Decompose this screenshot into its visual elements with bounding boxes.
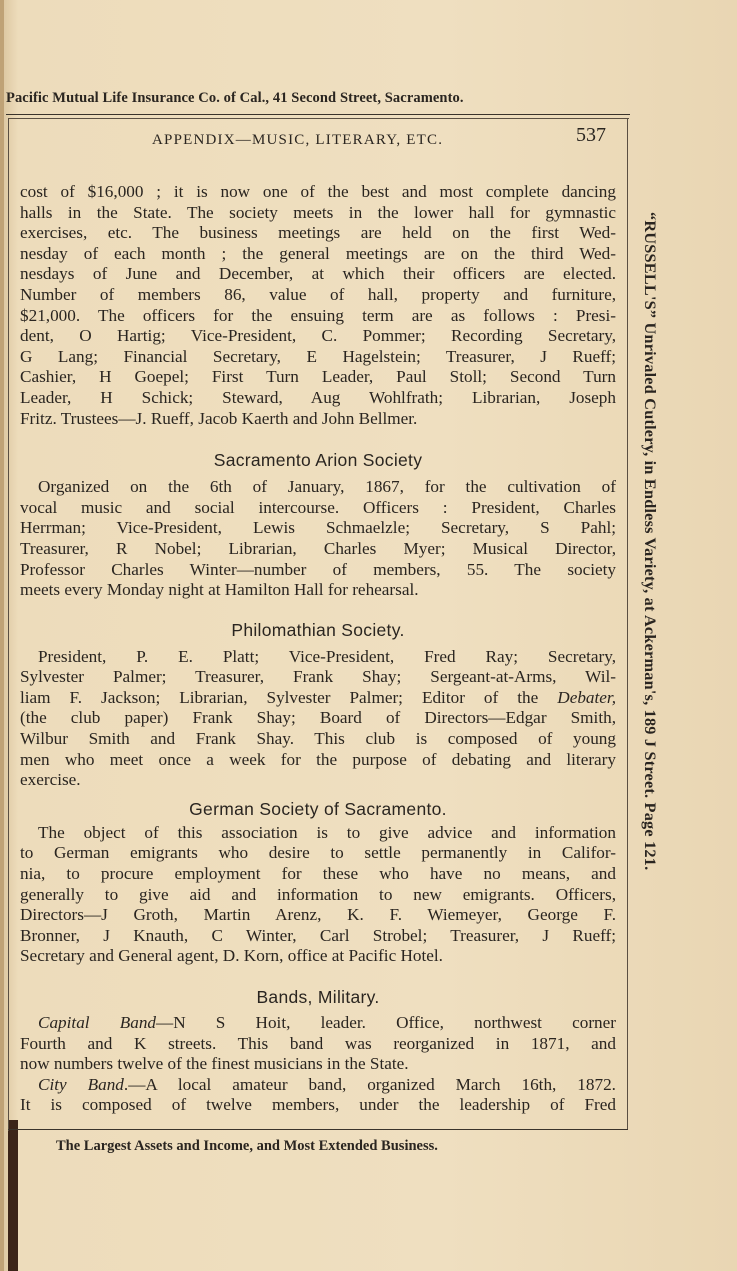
capital-band-name: Capital Band: [38, 1013, 157, 1032]
german-line: generally to give aid and information to new emigrants. Officers,: [20, 884, 616, 904]
bands-military-heading: Bands, Military.: [256, 987, 380, 1007]
intro-line: Number of members 86, value of hall, property and furniture,: [20, 284, 616, 304]
german-line: to German emigrants who desire to settle permanently in Califor-: [20, 843, 616, 863]
philomathian-line: Sylvester Palmer; Treasurer, Frank Shay; Sergeant-at-Arms, Wil-: [20, 667, 616, 687]
intro-line: $21,000. The officers for the ensuing term are as follows : Presi-: [20, 305, 616, 325]
german-line: Directors—J Groth, Martin Arenz, K. F. Wiemeyer, George F.: [20, 905, 616, 925]
arion-line: Herrman; Vice-President, Lewis Schmaelzle; Secretary, S Pahl;: [20, 518, 616, 538]
bands-line: Fourth and K streets. This band was reorganized in 1871, and: [20, 1033, 616, 1053]
german-line: Secretary and General agent, D. Korn, office at Pacific Hotel.: [20, 946, 443, 966]
city-band-line: [20, 1075, 616, 1096]
text-frame-right-rule: [627, 118, 628, 1130]
bands-line: now numbers twelve of the finest musicians in the State.: [20, 1054, 409, 1074]
philomathian-line: (the club paper) Frank Shay; Board of Directors—Edgar Smith,: [20, 708, 616, 728]
philomathian-line: Wilbur Smith and Frank Shay. This club is composed of young: [20, 729, 616, 749]
intro-line: nesdays of June and December, at which their officers are elected.: [20, 264, 616, 284]
german-society-heading: German Society of Sacramento.: [189, 798, 447, 819]
philomathian-line-with-title: [20, 688, 616, 709]
german-line: The object of this association is to give advice and information: [38, 822, 616, 842]
german-line: Bronner, J Knauth, C Winter, Carl Strobel; Treasurer, J Rueff;: [20, 925, 616, 945]
side-advert-text: “RUSSELL'S” Unrivaled Cutlery, in Endless Variety, at Ackerman's, 189 J Street. Page 121.: [641, 212, 660, 871]
intro-line: Cashier, H Goepel; First Turn Leader, Paul Stoll; Second Turn: [20, 367, 616, 387]
page-number: 537: [576, 124, 606, 146]
intro-line: Leader, H Schick; Steward, Aug Wohlfrath; Librarian, Joseph: [20, 387, 616, 407]
arion-line: Professor Charles Winter—number of members, 55. The society: [20, 559, 616, 579]
city-band-name: City Band: [38, 1074, 124, 1094]
city-band-text: .—A local amateur band, organized March 16th, 1872.: [123, 1074, 616, 1094]
intro-line: Fritz. Trustees—J. Rueff, Jacob Kaerth and John Bellmer.: [20, 408, 418, 428]
top-advert-banner: Pacific Mutual Life Insurance Co. of Cal., 41 Second Street, Sacramento.: [6, 90, 464, 106]
side-advert-banner: [640, 212, 680, 1042]
bottom-rule: [8, 1129, 628, 1130]
german-line: nia, to procure employment for these who have no means, and: [20, 864, 616, 884]
intro-line: exercises, etc. The business meetings are held on the first Wed-: [20, 223, 616, 243]
debater-title: Debater,: [557, 687, 616, 707]
arion-line: meets every Monday night at Hamilton Hall for rehearsal.: [20, 580, 419, 600]
intro-line: halls in the State. The society meets in the lower hall for gymnastic: [20, 202, 616, 222]
capital-band-text: —N S Hoit, leader. Office, northwest corner: [156, 1013, 616, 1032]
bottom-advert-banner: The Largest Assets and Income, and Most Extended Business.: [56, 1138, 438, 1154]
page-edge: [0, 0, 4, 1271]
arion-society-heading: Sacramento Arion Society: [213, 450, 423, 471]
intro-line: dent, O Hartig; Vice-President, C. Pommer; Recording Secretary,: [20, 326, 616, 346]
philomathian-society-heading: Philomathian Society.: [231, 619, 405, 640]
top-rule: [6, 114, 630, 115]
body-text: [20, 182, 616, 1116]
intro-line: nesday of each month ; the general meetings are on the third Wed-: [20, 243, 616, 263]
philomathian-line: men who meet once a week for the purpose of debating and literary: [20, 749, 616, 769]
philomathian-line: exercise.: [20, 770, 81, 790]
binding-spine: [8, 1120, 18, 1271]
capital-band-line: [20, 1013, 616, 1034]
arion-line: Organized on the 6th of January, 1867, for the cultivation of: [38, 477, 616, 497]
intro-line: cost of $16,000 ; it is now one of the best and most complete dancing: [20, 182, 616, 201]
intro-line: G Lang; Financial Secretary, E Hagelstein; Treasurer, J Rueff;: [20, 346, 616, 366]
philomathian-line: liam F. Jackson; Librarian, Sylvester Palmer; Editor of the: [20, 687, 539, 707]
philomathian-line: President, P. E. Platt; Vice-President, Fred Ray; Secretary,: [38, 646, 616, 666]
arion-line: Treasurer, R Nobel; Librarian, Charles Myer; Musical Director,: [20, 538, 616, 558]
running-head: APPENDIX—MUSIC, LITERARY, ETC.: [152, 132, 444, 148]
bands-last-line: It is composed of twelve members, under the leadership of Fred: [20, 1095, 616, 1115]
arion-line: vocal music and social intercourse. Officers : President, Charles: [20, 497, 616, 517]
